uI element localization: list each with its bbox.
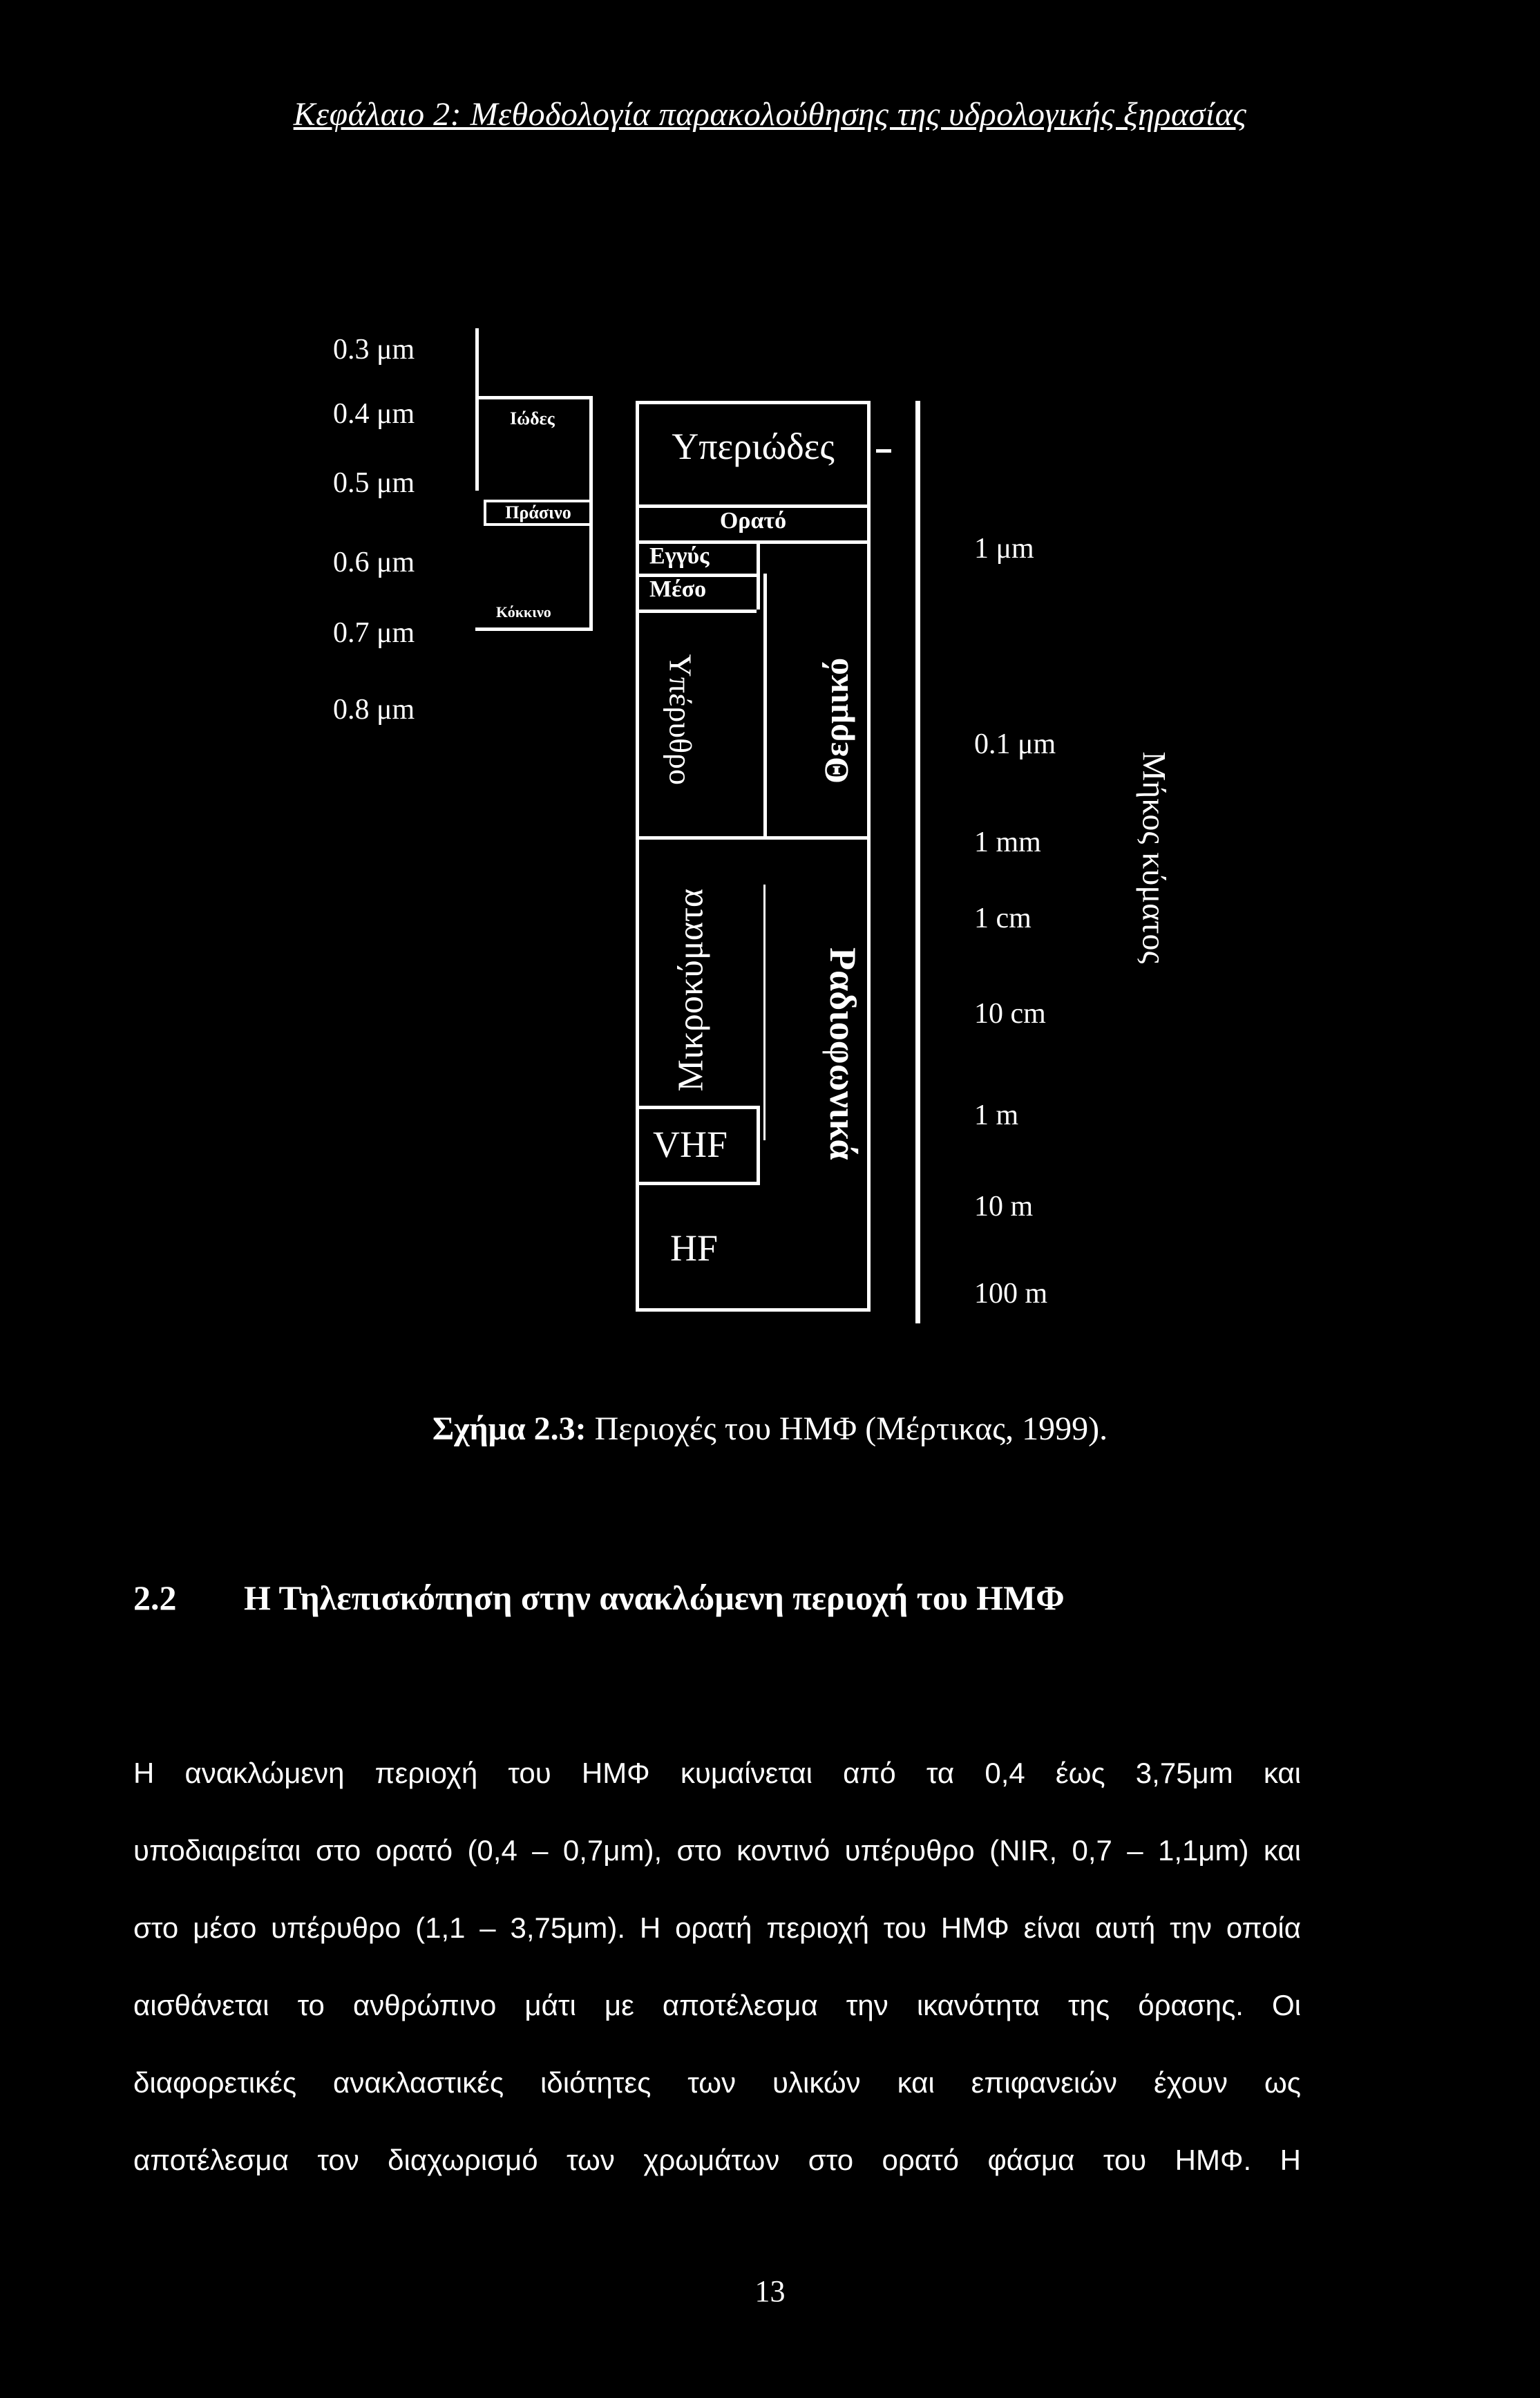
radio-label: Ραδιοφωνικά xyxy=(822,947,864,1160)
visible-label: Ορατό xyxy=(719,508,787,534)
page-number: 13 xyxy=(754,2274,786,2308)
paragraph-line: Η ανακλώμενη περιοχή του ΗΜΦ κυμαίνεται από τα 0,4 έως 3,75μm και xyxy=(133,1757,1301,1789)
microwave-label: Μικροκύματα xyxy=(671,888,711,1092)
vhf-label: VHF xyxy=(653,1124,728,1165)
scale-label: 1 μm xyxy=(974,533,1034,565)
scale-label: 1 m xyxy=(974,1099,1019,1131)
wavelength-label: 0.8 μm xyxy=(333,694,415,726)
paragraph-line: υποδιαιρείται στο ορατό (0,4 – 0,7μm), στο κοντινό υπέρυθρο (NIR, 0,7 – 1,1μm) και xyxy=(133,1834,1301,1867)
scale-label: 1 mm xyxy=(974,827,1041,858)
scale-label: 0.1 μm xyxy=(974,728,1056,760)
wavelength-label: 0.5 μm xyxy=(333,467,415,499)
scale-label: 10 m xyxy=(974,1191,1034,1222)
wavelength-label: 0.7 μm xyxy=(333,617,415,649)
section-number: 2.2 xyxy=(133,1578,177,1617)
section-title: Η Τηλεπισκόπηση στην ανακλώμενη περιοχή του ΗΜΦ xyxy=(244,1578,1065,1617)
right-ruler xyxy=(915,401,920,1323)
section-heading xyxy=(133,1578,1446,1618)
red-label: Κόκκινο xyxy=(496,603,551,621)
thermal-label: Θερμικό xyxy=(817,657,855,784)
wavelength-label: 0.3 μm xyxy=(333,334,415,366)
wavelength-label: 0.4 μm xyxy=(333,398,415,430)
infrared-label: Υπέρυθρο xyxy=(663,654,698,785)
caption-text: Περιοχές του ΗΜΦ (Μέρτικας, 1999). xyxy=(586,1410,1108,1447)
violet-label: Ιώδες xyxy=(510,408,555,428)
paragraph-line: αποτέλεσμα τον διαχωρισμό των χρωμάτων στο ορατό φάσμα του ΗΜΦ. Η xyxy=(133,2144,1301,2176)
running-header: Κεφάλαιο 2: Μεθοδολογία παρακολούθησης της υδρολογικής ξηρασίας xyxy=(293,96,1247,133)
scale-label: 100 m xyxy=(974,1278,1048,1310)
mid-ir-label: Μέσο xyxy=(649,576,707,602)
visible-colors-box xyxy=(475,396,593,631)
wavelength-label: 0.6 μm xyxy=(333,547,415,578)
body-paragraph xyxy=(133,1735,1301,2199)
paragraph-line: στο μέσο υπέρυθρο (1,1 – 3,75μm). Η ορατή περιοχή του ΗΜΦ είναι αυτή την οποία xyxy=(133,1911,1301,1944)
hf-label: HF xyxy=(670,1227,719,1269)
uv-label: Υπεριώδες xyxy=(672,426,835,467)
paragraph-line: διαφορετικές ανακλαστικές ιδιότητες των υλικών και επιφανειών έχουν ως xyxy=(133,2066,1301,2099)
paragraph-line: αισθάνεται το ανθρώπινο μάτι με αποτέλεσμα την ικανότητα της όρασης. Οι xyxy=(133,1989,1301,2021)
green-label: Πράσινο xyxy=(484,500,593,526)
caption-label: Σχήμα 2.3: xyxy=(432,1410,587,1447)
scale-label: 1 cm xyxy=(974,903,1032,934)
near-ir-label: Εγγύς xyxy=(649,543,710,569)
figure-caption xyxy=(0,1410,1540,1448)
axis-label: Μήκος κύματος xyxy=(1135,751,1172,964)
scale-label: 10 cm xyxy=(974,998,1046,1030)
